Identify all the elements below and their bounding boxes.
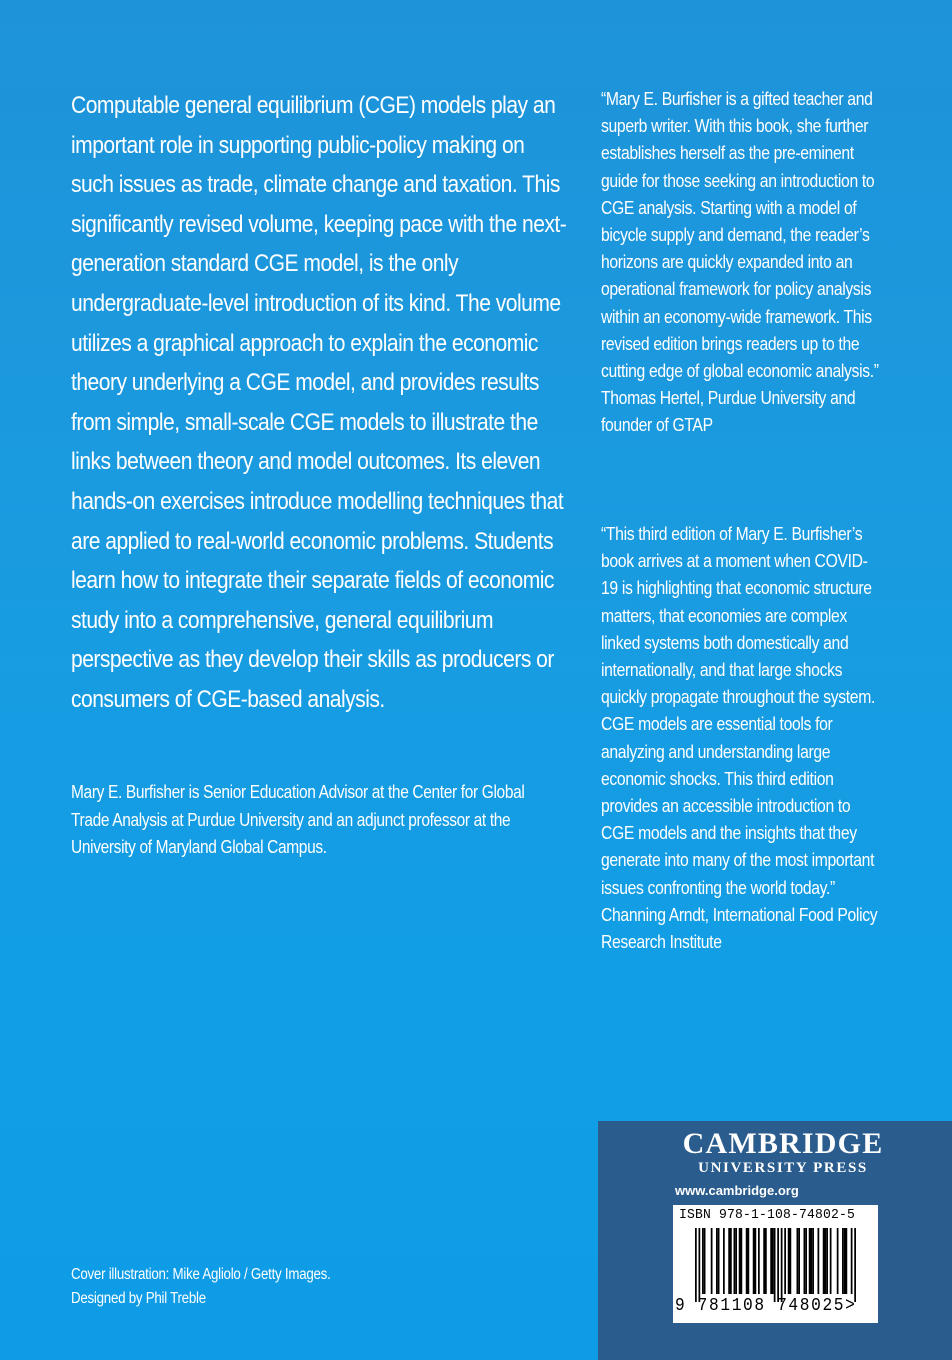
barcode-bar: [763, 1228, 765, 1294]
review-quote-1: [601, 85, 882, 439]
barcode-bar: [734, 1228, 736, 1294]
barcode-bar: [842, 1228, 844, 1294]
barcode-bar: [781, 1228, 783, 1302]
barcode-bar: [695, 1228, 697, 1302]
review-quote-2: [601, 520, 882, 955]
barcode-bar: [704, 1228, 706, 1294]
illustration-credit: Cover illustration: Mike Agliolo / Getty Images.: [71, 1266, 331, 1283]
barcode-bar: [790, 1228, 792, 1294]
barcode-bar: [728, 1228, 730, 1294]
barcode: [673, 1205, 878, 1323]
design-credit: Designed by Phil Treble: [71, 1289, 206, 1307]
barcode-bar: [797, 1228, 799, 1294]
barcode-bar: [755, 1228, 757, 1294]
barcode-bar: [716, 1228, 718, 1294]
barcode-bar: [830, 1228, 832, 1294]
barcode-bar: [753, 1228, 755, 1294]
barcode-bar: [730, 1228, 732, 1294]
barcode-bar: [825, 1228, 827, 1294]
barcode-bar: [772, 1228, 774, 1294]
barcode-bar: [837, 1228, 839, 1294]
publisher-subtitle: UNIVERSITY PRESS: [698, 1160, 868, 1176]
barcode-bar: [823, 1228, 825, 1294]
barcode-bar: [711, 1228, 713, 1294]
barcode-bar: [788, 1228, 790, 1294]
barcode-bar: [805, 1228, 807, 1294]
barcode-bar: [739, 1228, 741, 1294]
barcode-bar: [846, 1228, 848, 1294]
barcode-bar: [702, 1228, 704, 1294]
barcode-bar: [826, 1228, 828, 1294]
barcode-bar: [851, 1228, 853, 1294]
barcode-bars: [695, 1228, 865, 1304]
barcode-bar: [811, 1228, 813, 1294]
barcode-bar: [699, 1228, 701, 1302]
barcode-bar: [765, 1228, 767, 1294]
barcode-bar: [748, 1228, 750, 1294]
barcode-bar: [854, 1228, 856, 1302]
barcode-bar: [809, 1228, 811, 1294]
review-quote-attribution: Channing Arndt, International Food Policy Research Institute: [601, 903, 878, 953]
barcode-bar: [798, 1228, 800, 1294]
barcode-bar: [774, 1228, 776, 1302]
barcode-bar: [804, 1228, 806, 1294]
barcode-bar: [844, 1228, 846, 1294]
review-quote-text: “Mary E. Burfisher is a gifted teacher and superb writer. With this book, she further establishes herself as the pre-eminent guide for those seeking an introduction to CGE analysis. Starting with a model of bicycle supply and demand, the reader’s horizons are quickly expanded into an operational framework for policy analysis within an economy-wide framework. This revised edition brings readers up to the cutting edge of global economic analysis.”: [601, 88, 879, 382]
author-bio: Mary E. Burfisher is Senior Education Advisor at the Center for Global Trade Analysis at Purdue University and an adjunct professor at the University of Maryland Global Campus.: [71, 782, 525, 857]
barcode-bar: [723, 1228, 725, 1294]
isbn-text: ISBN 978-1-108-74802-5: [679, 1207, 855, 1223]
barcode-bar: [741, 1228, 743, 1294]
barcode-bar: [746, 1228, 748, 1294]
publisher-url: www.cambridge.org: [675, 1183, 799, 1198]
barcode-bar: [812, 1228, 814, 1294]
review-quote-text: “This third edition of Mary E. Burfisher’s book arrives at a moment when COVID-19 is highlighting that economic structure matters, that economies are complex linked systems both domestically and internationally, and that large shocks quickly propagate throughout the system. CGE models are essential tools for analyzing and understanding large economic shocks. This third edition provides an accessible introduction to CGE models and the insights that they generate into many of the most important issues confronting the world today.”: [601, 523, 875, 898]
barcode-bar: [777, 1228, 779, 1302]
main-blurb: Computable general equilibrium (CGE) models play an important role in supporting public-policy making on such issues as trade, climate change and taxation. This significantly revised volume, keeping pace with the next-generation standard CGE model, is the only undergraduate-level introduction of its kind. The volume utilizes a graphical approach to explain the economic theory underlying a CGE model, and provides results from simple, small-scale CGE models to illustrate the links between theory and model outcomes. Its eleven hands-on exercises introduce modelling techniques that are applied to real-world economic problems. Students learn how to integrate their separate fields of economic study into a comprehensive, general equilibrium perspective as they develop their skills as producers or consumers of CGE-based analysis.: [71, 92, 567, 713]
barcode-bar: [818, 1228, 820, 1294]
credits: [71, 1263, 398, 1310]
barcode-bar: [735, 1228, 737, 1294]
barcode-bar: [784, 1228, 786, 1294]
barcode-bar: [718, 1228, 720, 1294]
barcode-bar: [770, 1228, 772, 1294]
publisher-logo: CAMBRIDGE: [682, 1127, 884, 1160]
barcode-digits: 9 781108 748025>: [675, 1296, 857, 1316]
barcode-bar: [758, 1228, 760, 1294]
review-quote-attribution: Thomas Hertel, Purdue University and founder of GTAP: [601, 387, 856, 436]
